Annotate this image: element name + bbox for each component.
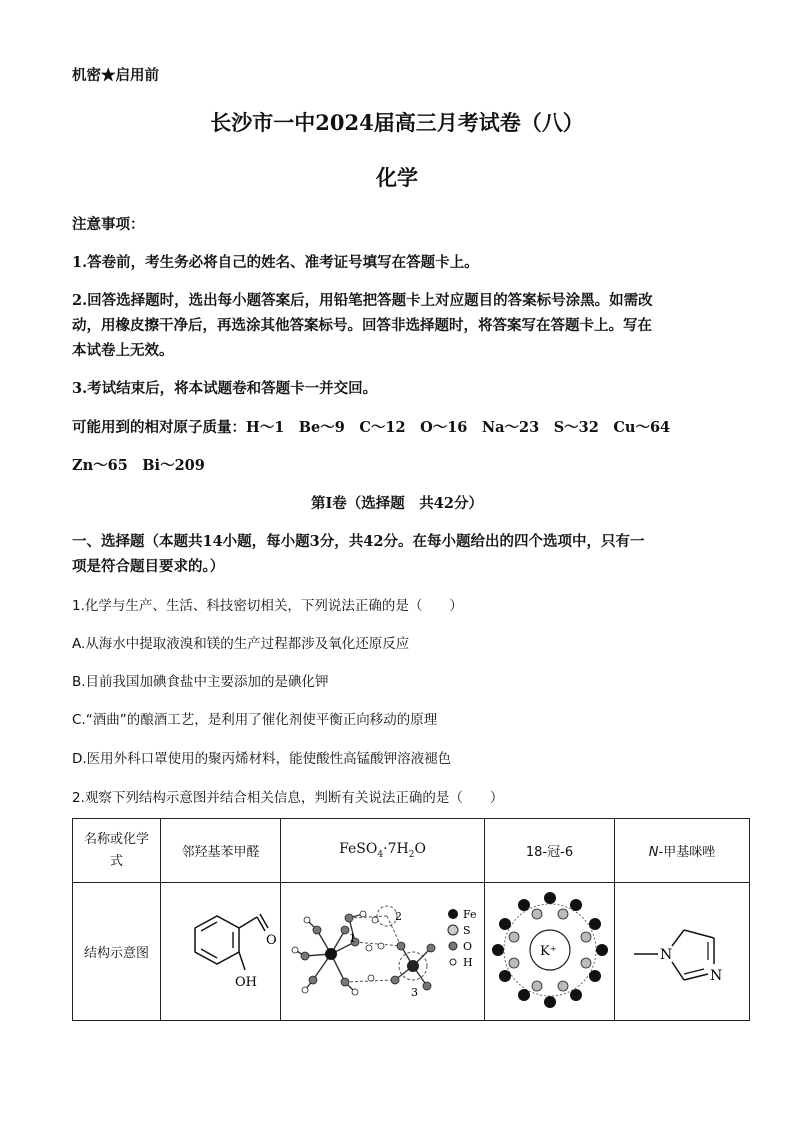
label-1: 1 bbox=[348, 931, 356, 945]
q2-stem: 2.观察下列结构示意图并结合相关信息，判断有关说法正确的是（ ） bbox=[72, 790, 504, 806]
feso4-structure bbox=[283, 890, 483, 1010]
notes-heading: 注意事项： bbox=[72, 216, 145, 233]
crown-ether-structure-cell bbox=[485, 883, 615, 1021]
salicylaldehyde-structure bbox=[165, 900, 277, 1000]
atomic-mass-line1: 可能用到的相对原子质量：H～1 Be～9 C～12 O～16 Na～23 S～32 Cu～64 bbox=[72, 419, 671, 436]
note-3: 3.考试结束后，将本试题卷和答题卡一并交回。 bbox=[72, 380, 378, 397]
imidazole-n3-label: N bbox=[710, 967, 723, 984]
q1-stem: 1.化学与生产、生活、科技密切相关，下列说法正确的是（ ） bbox=[72, 598, 463, 614]
header-label-cell bbox=[73, 819, 161, 883]
crown-ether-structure bbox=[488, 888, 612, 1012]
q1-option-a: A.从海水中提取液溴和镁的生产过程都涉及氧化还原反应 bbox=[72, 636, 410, 652]
imidazole-n1-label: N bbox=[660, 946, 673, 963]
q1-option-b: B.目前我国加碘食盐中主要添加的是碘化钾 bbox=[72, 674, 329, 690]
salicylaldehyde-structure-cell bbox=[161, 883, 281, 1021]
note-2-line3: 本试卷上无效。 bbox=[72, 342, 174, 359]
legend-s: S bbox=[462, 923, 471, 937]
q1-option-c: C.“酒曲”的酿酒工艺，是利用了催化剂使平衡正向移动的原理 bbox=[72, 712, 438, 728]
confidential-label: 机密★启用前 bbox=[72, 67, 159, 84]
potassium-ion-label: K⁺ bbox=[539, 943, 557, 959]
header-label-line1: 名称或化学 bbox=[83, 831, 149, 847]
methylimidazole-structure bbox=[622, 900, 742, 1000]
hydroxyl-label: OH bbox=[234, 974, 257, 990]
header-label-line2: 式 bbox=[109, 853, 123, 869]
row-label-structure: 结构示意图 bbox=[73, 883, 161, 1021]
compound-name-crown: 18-冠-6 bbox=[485, 819, 615, 883]
note-2-line2: 动，用橡皮擦干净后，再选涂其他答案标号。回答非选择题时，将答案写在答题卡上。写在 bbox=[72, 317, 652, 334]
compound-name-salicylaldehyde: 邻羟基苯甲醛 bbox=[161, 819, 281, 883]
exam-title: 长沙市一中2024届高三月考试卷（八） bbox=[210, 110, 584, 135]
legend-o: O bbox=[462, 939, 472, 953]
part-title: 第Ⅰ卷（选择题 共42分） bbox=[311, 495, 483, 512]
section-line2: 项是符合题目要求的。） bbox=[72, 558, 225, 575]
section-line1: 一、选择题（本题共14小题，每小题3分，共42分。在每小题给出的四个选项中，只有一 bbox=[72, 533, 645, 550]
note-2-line1: 2.回答选择题时，选出每小题答案后，用铅笔把答题卡上对应题目的答案标号涂黑。如需改 bbox=[72, 292, 653, 309]
feso4-structure-cell bbox=[281, 883, 485, 1021]
methylimidazole-structure-cell bbox=[615, 883, 750, 1021]
label-2: 2 bbox=[394, 909, 402, 923]
legend-h: H bbox=[462, 955, 473, 969]
label-3: 3 bbox=[410, 985, 418, 999]
aldehyde-o-label: O bbox=[265, 932, 277, 948]
note-1: 1.答卷前，考生务必将自己的姓名、准考证号填写在答题卡上。 bbox=[72, 254, 479, 271]
compound-name-methylimidazole: N-甲基咪唑 bbox=[615, 819, 750, 883]
structure-table bbox=[72, 818, 750, 1021]
q1-option-d: D.医用外科口罩使用的聚丙烯材料，能使酸性高锰酸钾溶液褪色 bbox=[72, 751, 452, 767]
subject-title: 化学 bbox=[376, 165, 418, 190]
legend-fe: Fe bbox=[462, 907, 477, 921]
atomic-mass-line2: Zn～65 Bi～209 bbox=[72, 457, 205, 474]
compound-name-feso4: $FeSO_4\cdot 7H_2O$ bbox=[281, 819, 485, 883]
